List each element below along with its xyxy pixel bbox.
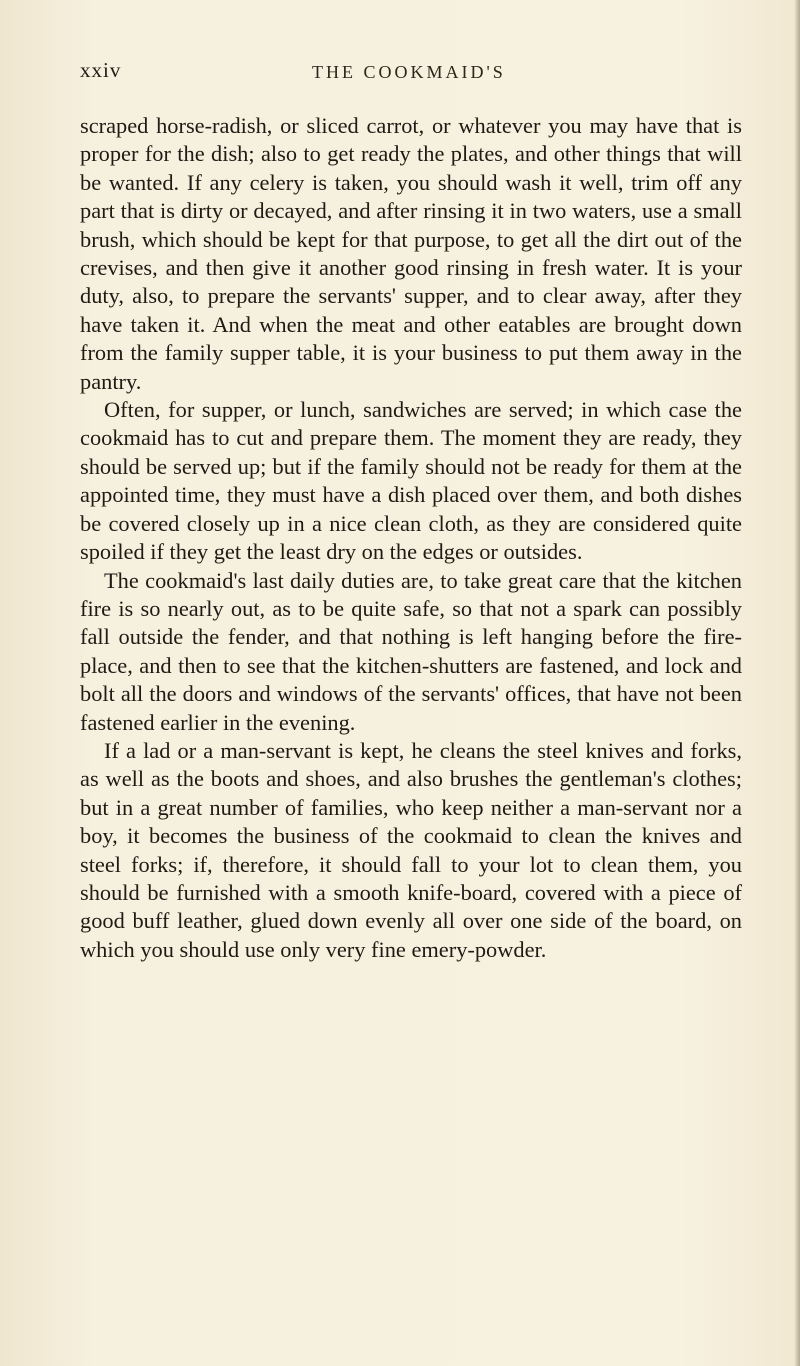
page-edge-shadow xyxy=(794,0,800,1366)
paragraph-4: If a lad or a man-servant is kept, he cleans the steel knives and forks, as well as the boots and shoes, and also brushes the gentleman's clothes; but in a great number of families, who keep neither a man-servant nor a boy, it becomes the business of the cookmaid to clean the knives and steel forks; if, therefore, it should fall to your lot to clean them, you should be furnished with a smooth knife-board, covered with a piece of good buff leather, glued down evenly all over one side of the board, on which you should use only very fine emery-powder. xyxy=(80,737,742,962)
page-number: xxiv xyxy=(80,58,122,82)
paragraph-2: Often, for supper, or lunch, sandwiches are served; in which case the cookmaid has to cut and prepare them. The moment they are ready, they should be served up; but if the family should not be ready for them at the appointed time, they must have a dish placed over them, and both dishes be covered closely up in a nice clean cloth, as they are considered quite spoiled if they get the least dry on the edges or outsides. xyxy=(80,397,742,565)
page-header xyxy=(80,58,740,94)
paragraph-1: scraped horse-radish, or sliced carrot, or whatever you may have that is proper for the dish; also to get ready the plates, and other things that will be wanted. If any celery is taken, you should wash it well, trim off any part that is dirty or decayed, and after rinsing it in two waters, use a small brush, which should be kept for that purpose, to get all the dirt out of the crevises, and then give it another good rinsing in fresh water. It is your duty, also, to prepare the servants' supper, and to clear away, after they have taken it. And when the meat and other eatables are brought down from the family supper table, it is your business to put them away in the pantry. xyxy=(80,113,742,394)
body-text xyxy=(80,112,742,964)
paragraph-3: The cookmaid's last daily duties are, to take great care that the kitchen fire is so nearly out, as to be quite safe, so that not a spark can possibly fall outside the fender, and that nothing is left hanging before the fire-place, and then to see that the kitchen-shutters are fastened, and lock and bolt all the doors and windows of the servants' offices, that have not been fastened earlier in the evening. xyxy=(80,567,742,735)
running-head: THE COOKMAID'S xyxy=(312,62,506,82)
